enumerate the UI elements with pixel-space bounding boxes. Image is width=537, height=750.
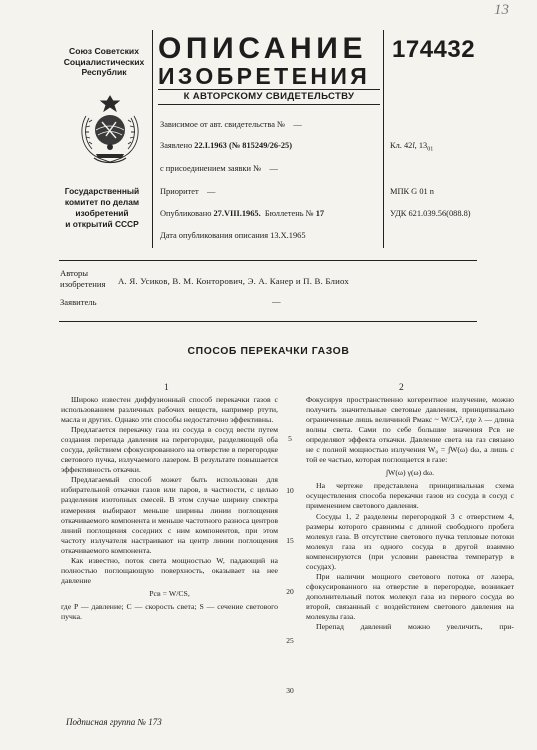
right-column: [306, 395, 514, 632]
corner-mark: 13: [494, 2, 509, 18]
paragraph: Широко известен диффузионный способ перекачки газов с использованием различных рабочих веществ, например ртути, масла и других. Однако эти способы недостаточно эффективны.: [61, 395, 278, 425]
line-number: 20: [286, 587, 294, 596]
priority-line: Приоритет —: [160, 187, 216, 196]
applicant-value: —: [272, 296, 281, 306]
paragraph: Предлагаемый способ может быть использован для избирательной откачки газов или паров, в частности, с целью разделения изотопных смесей. В этом случае ширину спектра измерения выбирают меньше ширины линии поглощения откачиваемого компонента и меньше частотного разноса центров линий поглощения соседних с ним компонентов, при этом частоту излучателя настраивают на центр линии поглощения откачиваемого компонента.: [61, 475, 278, 555]
formula: Pсв = W/CS,: [149, 588, 190, 598]
divider-right: [383, 30, 384, 248]
authors-label: Авторы изобретения: [60, 268, 106, 289]
line-number: 30: [286, 686, 294, 695]
patent-number: 174432: [392, 36, 476, 63]
union-label: Союз Советских Социалистических Республик: [63, 46, 145, 77]
formula: ∫W(ω) γ(ω) dω.: [385, 468, 435, 478]
authors-names: А. Я. Усиков, В. М. Конторович, Э. А. Канер и П. В. Блиох: [118, 276, 349, 286]
divider-left: [152, 30, 153, 248]
applicant-label: Заявитель: [60, 297, 97, 307]
line-number: 10: [286, 486, 294, 495]
class-line: Кл. 42l, $13_{01}$: [390, 141, 434, 153]
joined-line: с присоединением заявки № —: [160, 164, 278, 173]
subscription-group: Подписная группа № 173: [66, 717, 162, 727]
paragraph: Сосуды 1, 2 разделены перегородкой 3 с отверстием 4, размеры которого сравнимы с длиной свободного пробега молекул газа. В отсутствие светового пучка тепловые потоки молекул газа из одного сосуда в другой взаимно компенсируются (при условии равенства температур в сосудах).: [306, 511, 514, 571]
paragraph: Предлагается перекачку газа из сосуда в сосуд вести путем создания перепада давления на перегородке, разделяющей оба сосуда, действием сфокусированного на отверстие в перегородке светового пучка, излучаемого лазером. В результате повышается эффективность откачки.: [61, 425, 278, 475]
left-column: [61, 395, 278, 622]
paragraph: где P — давление; C — скорость света; S — сечение светового пучка.: [61, 601, 278, 621]
state-emblem-icon: [76, 92, 144, 168]
paragraph: Как известно, поток света мощностью W, падающий на полностью поглощающую поверхность, оказывает на нее давление: [61, 555, 278, 585]
paragraph: На чертеже представлена принципиальная схема осуществления способа перекачки газов из сосуда в сосуд с применением светового давления.: [306, 481, 514, 511]
line-number: 15: [286, 536, 294, 545]
paragraph: Перепад давлений можно увеличить, при-: [316, 622, 514, 632]
line-number: 25: [286, 636, 294, 645]
description-date-line: Дата опубликования описания 13.X.1965: [160, 231, 306, 240]
committee-label: Государственный комитет по делам изобретений и открытий СССР: [64, 186, 140, 229]
rule-top: [59, 260, 477, 261]
line-number: 5: [288, 434, 292, 443]
title-line-2: ИЗОБРЕТЕНИЯ: [158, 63, 371, 89]
paragraph: Фокусируя пространственно когерентное излучение, можно получить значительные световые давления, принципиально ограниченные лишь величиной Pмакс ~ W/Cλ², где λ — длина волны света. Сами по себе большие значения Pсв не определяют эффекта откачки. Давление света на газ связано не с полной мощностью излучения W₀ = ∫W(ω) dω, а лишь с той ее частью, которая поглощается в газе:: [306, 395, 514, 465]
column-number-1: 1: [164, 383, 169, 393]
invention-title: СПОСОБ ПЕРЕКАЧКИ ГАЗОВ: [187, 346, 350, 357]
udk-line: УДК 621.039.56(088.8): [390, 209, 471, 218]
subtitle: К АВТОРСКОМУ СВИДЕТЕЛЬСТВУ: [158, 89, 380, 105]
dependent-line: Зависимое от авт. свидетельства № —: [160, 120, 302, 129]
rule-bottom: [59, 321, 477, 322]
filed-line: Заявлено 22.I.1963 (№ 815249/26-25): [160, 141, 293, 150]
mpk-line: МПК G 01 n: [390, 187, 434, 196]
column-number-2: 2: [399, 383, 404, 393]
title-line-1: ОПИСАНИЕ: [158, 32, 368, 65]
published-line: Опубликовано 27.VIII.1965. Бюллетень № 17: [160, 209, 325, 218]
paragraph: При наличии мощного светового потока от лазера, сфокусированного на отверстие в перегородке, возникает дополнительный поток молекул газа из первого сосуда во второй, связанный с воздействием светового давления на молекулы газа.: [306, 571, 514, 621]
